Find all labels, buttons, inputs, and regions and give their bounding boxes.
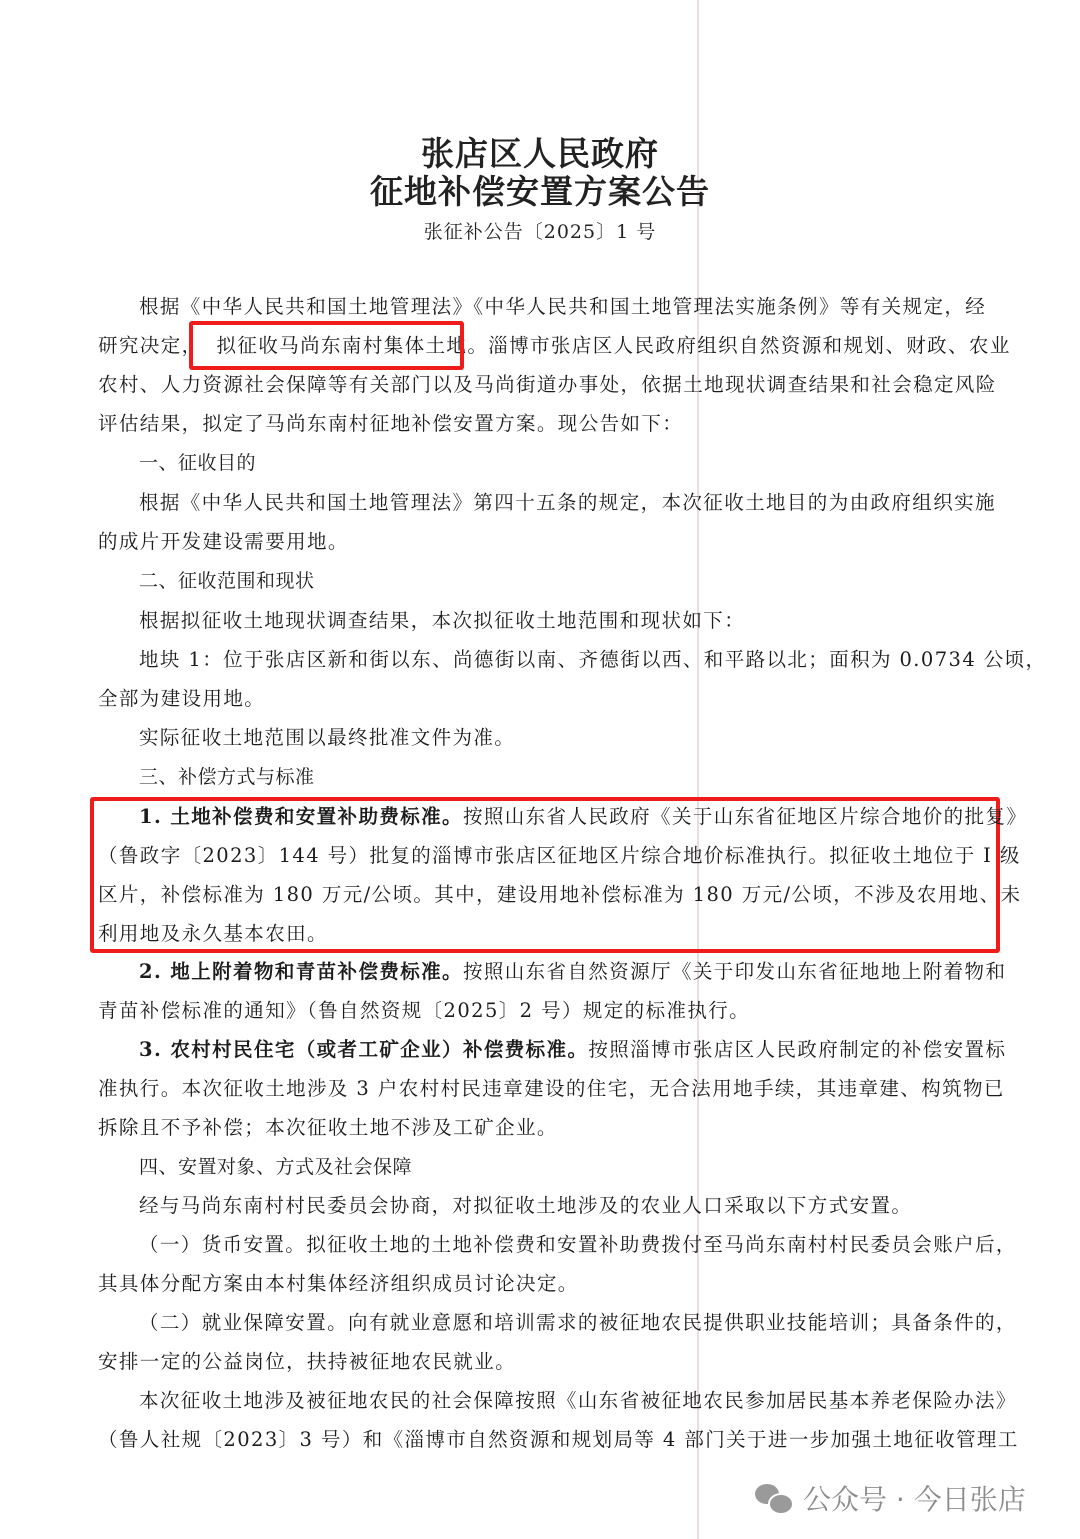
intro-line-2-suffix: 淄博市张店区人民政府组织自然资源和规划、财政、农业	[488, 334, 1011, 357]
section2-line-1: 根据拟征收土地现状调查结果，本次拟征收土地范围和现状如下：	[139, 609, 746, 632]
document-number: 张征补公告〔2025〕1 号	[423, 221, 657, 243]
wechat-icon	[755, 1482, 793, 1514]
section3-item1-title: 1. 土地补偿费和安置补助费标准。	[139, 805, 463, 828]
section3-item2-title: 2. 地上附着物和青苗补偿费标准。	[139, 960, 463, 983]
section3-item1-line-2: （鲁政字〔2023〕144 号）批复的淄博市张店区征地区片综合地价标准执行。拟征收土地位于 I 级	[98, 844, 1021, 867]
intro-line-4: 评估结果，拟定了马尚东南村征地补偿安置方案。现公告如下：	[98, 412, 684, 435]
section2-line-3: 全部为建设用地。	[98, 687, 266, 710]
section4-line-3: 其具体分配方案由本村集体经济组织成员讨论决定。	[98, 1272, 579, 1295]
section3-item3-title: 3. 农村村民住宅（或者工矿企业）补偿费标准。	[139, 1038, 589, 1061]
section3-item2-line-2: 青苗补偿标准的通知》（鲁自然资规〔2025〕2 号）规定的标准执行。	[98, 999, 751, 1022]
intro-line-3: 农村、人力资源社会保障等有关部门以及马尚街道办事处，依据土地现状调查结果和社会稳定风险	[98, 373, 997, 396]
document-title-line1: 张店区人民政府	[421, 134, 659, 173]
section4-heading: 四、安置对象、方式及社会保障	[139, 1156, 413, 1178]
section4-line-7: （鲁人社规〔2023〕3 号）和《淄博市自然资源和规划局等 4 部门关于进一步加强土地征收管理工	[98, 1428, 1019, 1451]
wechat-watermark	[755, 1478, 1026, 1518]
highlighted-phrase: 拟征收马尚东南村集体土地。	[216, 334, 489, 357]
section4-line-5: 安排一定的公益岗位，扶持被征地农民就业。	[98, 1350, 517, 1373]
section1-heading: 一、征收目的	[139, 452, 257, 474]
watermark-text: 公众号 · 今日张店	[803, 1483, 1026, 1516]
section3-item3-line-2: 准执行。本次征收土地涉及 3 户农村村民违章建设的住宅，无合法用地手续，其违章建、构筑物已	[98, 1077, 1005, 1100]
section3-item2-text: 按照山东省自然资源厅《关于印发山东省征地地上附着物和	[462, 960, 1007, 983]
section3-item1-text: 按照山东省人民政府《关于山东省征地区片综合地价的批复》	[462, 805, 1028, 828]
section4-line-1: 经与马尚东南村村民委员会协商，对拟征收土地涉及的农业人口采取以下方式安置。	[139, 1194, 913, 1217]
section3-item1-line-4: 利用地及永久基本农田。	[98, 922, 328, 945]
section1-line-1: 根据《中华人民共和国土地管理法》第四十五条的规定，本次征收土地目的为由政府组织实施	[139, 491, 996, 514]
section4-line-6: 本次征收土地涉及被征地农民的社会保障按照《山东省被征地农民参加居民基本养老保险办法》	[139, 1389, 1017, 1412]
section3-item3-line-3: 拆除且不予补偿；本次征收土地不涉及工矿企业。	[98, 1116, 558, 1139]
section3-item1-line-3: 区片，补偿标准为 180 万元/公顷。其中，建设用地补偿标准为 180 万元/公顷，不涉及农用地、未	[98, 883, 1022, 906]
highlight-box-expropriation	[189, 321, 464, 370]
section4-line-4: （二）就业保障安置。向有就业意愿和培训需求的被征地农民提供职业技能培训；具备条件的，	[139, 1311, 1017, 1334]
intro-line-2-prefix: 研究决定，	[98, 334, 203, 357]
section2-line-4: 实际征收土地范围以最终批准文件为准。	[139, 726, 516, 749]
section3-item1-line-1	[139, 803, 1028, 831]
section3-item3-line-1	[139, 1036, 1007, 1064]
section3-item3-text: 按照淄博市张店区人民政府制定的补偿安置标	[588, 1038, 1007, 1061]
section4-line-2: （一）货币安置。拟征收土地的土地补偿费和安置补助费拨付至马尚东南村村民委员会账户后，	[139, 1233, 1017, 1256]
section1-line-2: 的成片开发建设需要用地。	[98, 530, 349, 553]
section3-item2-line-1	[139, 958, 1007, 986]
section3-heading: 三、补偿方式与标准	[139, 766, 315, 788]
intro-line-1: 根据《中华人民共和国土地管理法》《中华人民共和国土地管理法实施条例》等有关规定，经	[139, 295, 987, 318]
section2-heading: 二、征收范围和现状	[139, 570, 315, 592]
section2-line-2: 地块 1：位于张店区新和街以东、尚德街以南、齐德街以西、和平路以北；面积为 0.0734 公顷，	[139, 648, 1047, 671]
document-title-line2: 征地补偿安置方案公告	[370, 172, 710, 211]
